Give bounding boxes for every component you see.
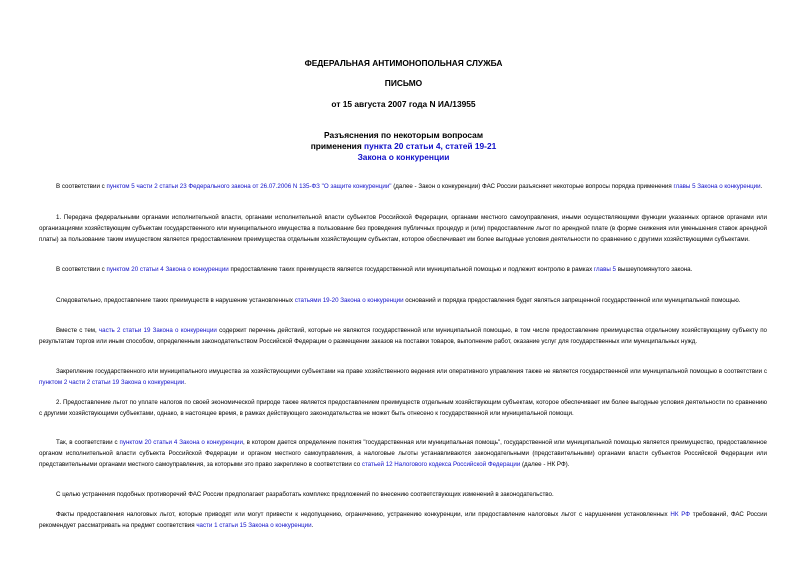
paragraph-text: , в котором дается определение понятия "государственная или муниципальная помощь", государственной или муниципальной помощью является преимущество, предоставленное органом исполнительной власти субъекта Российской Федерации и органом местного самоуправления, а налоговые льготы устанавливаются законодательными (представительными) органами власти субъектов Российской Федерации или представительными органами местного самоуправления, за которыми это право закреплено в соответствии со xyxy=(39,439,767,468)
paragraph-text: . xyxy=(760,183,763,190)
legal-reference-link[interactable]: пунктом 5 части 2 статьи 23 Федерального закона от 26.07.2006 N 135-ФЗ "О защите конкуренции" xyxy=(106,183,392,190)
paragraph-text: Следовательно, предоставление таких преимуществ в нарушение установленных xyxy=(56,297,295,304)
paragraph-text: . xyxy=(184,378,186,386)
paragraph-text: В соответствии с xyxy=(56,266,107,273)
paragraph-10 xyxy=(39,510,767,532)
legal-reference-link[interactable]: пунктом 20 статьи 4 Закона о конкуренции xyxy=(106,266,229,273)
paragraph-text: Факты предоставления налоговых льгот, которые приводят или могут привести к недопущению, ограничению, устранению конкуренции, или предоставление налоговых льгот с нарушением установленных xyxy=(56,511,671,518)
legal-reference-link[interactable]: главы 5 Закона о конкуренции xyxy=(673,183,761,190)
agency-title: ФЕДЕРАЛЬНАЯ АНТИМОНОПОЛЬНАЯ СЛУЖБА xyxy=(304,58,503,68)
paragraph-4 xyxy=(39,296,767,307)
paragraph-text: предоставление таких преимуществ является государственной или муниципальной помощью и подлежит контролю в рамках xyxy=(228,266,594,273)
document-type: ПИСЬМО xyxy=(384,78,423,88)
paragraph-text: Вместе с тем, xyxy=(56,327,99,334)
paragraph-2 xyxy=(39,213,767,245)
legal-reference-link[interactable]: пунктом 20 статьи 4 Закона о конкуренции xyxy=(119,439,243,446)
legal-reference-link[interactable]: статьями 19-20 Закона о конкуренции xyxy=(294,297,404,304)
paragraph-text: С целью устранения подобных противоречий ФАС России предполагает разработать комплекс предложений по внесению соответствующих изменений в законодательство. xyxy=(56,491,554,498)
paragraph-text: Так, в соответствии с xyxy=(56,439,120,446)
paragraph-text: вышеупомянутого закона. xyxy=(615,266,693,273)
legal-reference-link[interactable]: главы 5 xyxy=(593,266,616,273)
subject-line-2 xyxy=(0,141,807,151)
paragraph-text: (далее - НК РФ). xyxy=(520,460,570,468)
subject-line-3 xyxy=(0,152,807,162)
paragraph-text: (далее - Закон о конкуренции) ФАС России разъясняет некоторые вопросы порядка применения xyxy=(391,183,674,190)
legal-reference-link[interactable]: статьей 12 Налогового кодекса Российской Федерации xyxy=(361,460,521,468)
legal-reference-link[interactable]: НК РФ xyxy=(670,511,690,518)
paragraph-9 xyxy=(39,490,767,501)
legal-reference-link[interactable]: часть 2 статьи 19 Закона о конкуренции xyxy=(98,327,217,334)
paragraph-text: Закрепление государственного или муниципального имущества за хозяйствующими субъектами на праве хозяйственного ведения или оперативного управления также не является государственной или муниципальной помощью в соответствии с xyxy=(56,368,767,375)
subject-prefix: применения xyxy=(310,141,365,151)
subject-link-law[interactable]: Закона о конкуренции xyxy=(357,152,450,162)
paragraph-text: В соответствии с xyxy=(56,183,107,190)
paragraph-1 xyxy=(39,182,767,193)
paragraph-text: 2. Предоставление льгот по уплате налогов по своей экономической природе также является предоставлением преимуществ отдельным хозяйствующим субъектам, которое обеспечивает им более выгодные условия деятельности по сравнению с другими хозяйствующими субъектами, однако, в настоящее время, в рамках действующего законодательства не может быть отнесено к государственной или муниципальной помощи. xyxy=(39,399,767,417)
paragraph-6 xyxy=(39,367,767,389)
paragraph-text: содержит перечень действий, которые не являются государственной или муниципальной помощью, в том числе предоставление преимущества отдельному хозяйствующему субъекту по результатам торгов или иным способом, определенным законодательством Российской Федерации о размещении заказов на поставки товаров, выполнение работ, оказание услуг для государственных или муниципальных нужд. xyxy=(39,327,767,345)
paragraph-3 xyxy=(39,265,767,276)
legal-reference-link[interactable]: части 1 статьи 15 Закона о конкуренции xyxy=(196,521,312,529)
paragraph-text: оснований и порядка предоставления будет являться запрещенной государственной или муниципальной помощью. xyxy=(403,297,741,304)
paragraph-text: 1. Передача федеральными органами исполнительной власти, органами исполнительной власти субъектов Российской Федерации, органами местного самоуправления, иными осуществляющими функции указанных органов органами или организациями хозяйствующим субъектам государственного или муниципального имущества в пользование без проведения публичных процедур и (или) предоставление льгот по арендной плате (в форме снижения или уменьшения ставок арендной платы) за пользование таким имуществом является предоставлением преимущества отдельным хозяйствующим субъектам, которое обеспечивает им более выгодные условия деятельности по сравнению с другими хозяйствующими субъектами. xyxy=(39,214,767,243)
paragraph-5 xyxy=(39,326,767,348)
paragraph-text: . xyxy=(311,521,314,529)
legal-reference-link[interactable]: пунктом 2 части 2 статьи 19 Закона о конкуренции xyxy=(39,378,185,386)
subject-line-1: Разъяснения по некоторым вопросам xyxy=(323,130,484,140)
paragraph-7 xyxy=(39,398,767,420)
document-date-number: от 15 августа 2007 года N ИА/13955 xyxy=(331,99,476,109)
paragraph-8 xyxy=(39,438,767,470)
paragraph-text: требований, ФАС России рекомендует рассматривать на предмет соответствия xyxy=(39,511,767,529)
subject-link-articles[interactable]: пункта 20 статьи 4, статей 19-21 xyxy=(364,141,497,151)
